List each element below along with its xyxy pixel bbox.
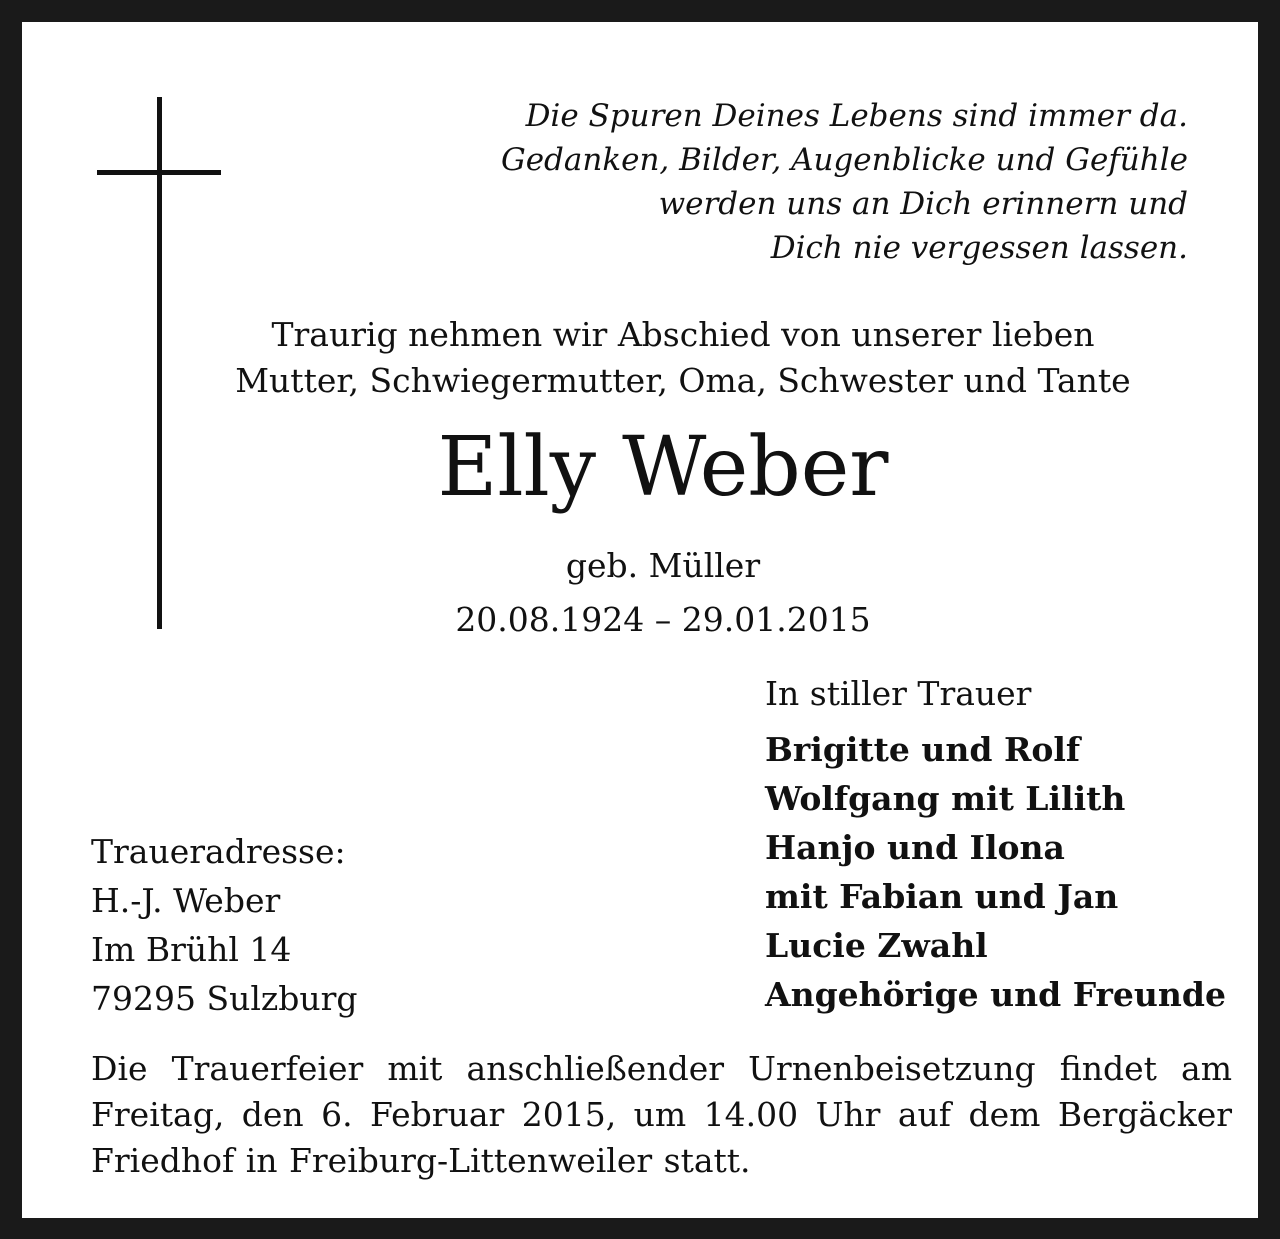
- memorial-poem: [468, 94, 1188, 270]
- poem-line: Dich nie vergessen lassen.: [770, 230, 1188, 266]
- mourners-list: [765, 725, 1226, 1019]
- poem-line: werden uns an Dich erinnern und: [658, 186, 1188, 222]
- mourner-name: Lucie Zwahl: [765, 926, 988, 965]
- mourner-name: Angehörige und Freunde: [765, 975, 1226, 1014]
- obituary-notice: [22, 22, 1258, 1218]
- intro-line: Traurig nehmen wir Abschied von unserer lieben: [271, 315, 1095, 354]
- birth-name: geb. Müller: [565, 546, 761, 585]
- intro-line: Mutter, Schwiegermutter, Oma, Schwester und Tante: [235, 361, 1131, 400]
- address-name: H.-J. Weber: [91, 881, 281, 920]
- mourner-name: Brigitte und Rolf: [765, 730, 1081, 769]
- life-dates: 20.08.1924 – 29.01.2015: [455, 600, 871, 639]
- mourner-name: mit Fabian und Jan: [765, 877, 1119, 916]
- mourning-address: [91, 827, 358, 1023]
- poem-line: Gedanken, Bilder, Augenblicke und Gefühle: [500, 142, 1188, 178]
- address-label: Traueradresse:: [91, 832, 346, 871]
- cross-icon-bar: [97, 170, 221, 175]
- mourner-name: Hanjo und Ilona: [765, 828, 1065, 867]
- deceased-name: Elly Weber: [437, 420, 889, 515]
- funeral-service-info: Die Trauerfeier mit anschließender Urnenbeisetzung findet am Freitag, den 6. Februar 2015, um 14.00 Uhr auf dem Bergäcker Friedhof in Freiburg-Littenweiler statt.: [91, 1049, 1232, 1180]
- mourning-intro: In stiller Trauer: [765, 674, 1032, 713]
- poem-line: Die Spuren Deines Lebens sind immer da.: [525, 98, 1188, 134]
- address-street: Im Brühl 14: [91, 930, 292, 969]
- mourner-name: Wolfgang mit Lilith: [765, 779, 1126, 818]
- farewell-intro: [22, 312, 1280, 404]
- address-city: 79295 Sulzburg: [91, 979, 358, 1018]
